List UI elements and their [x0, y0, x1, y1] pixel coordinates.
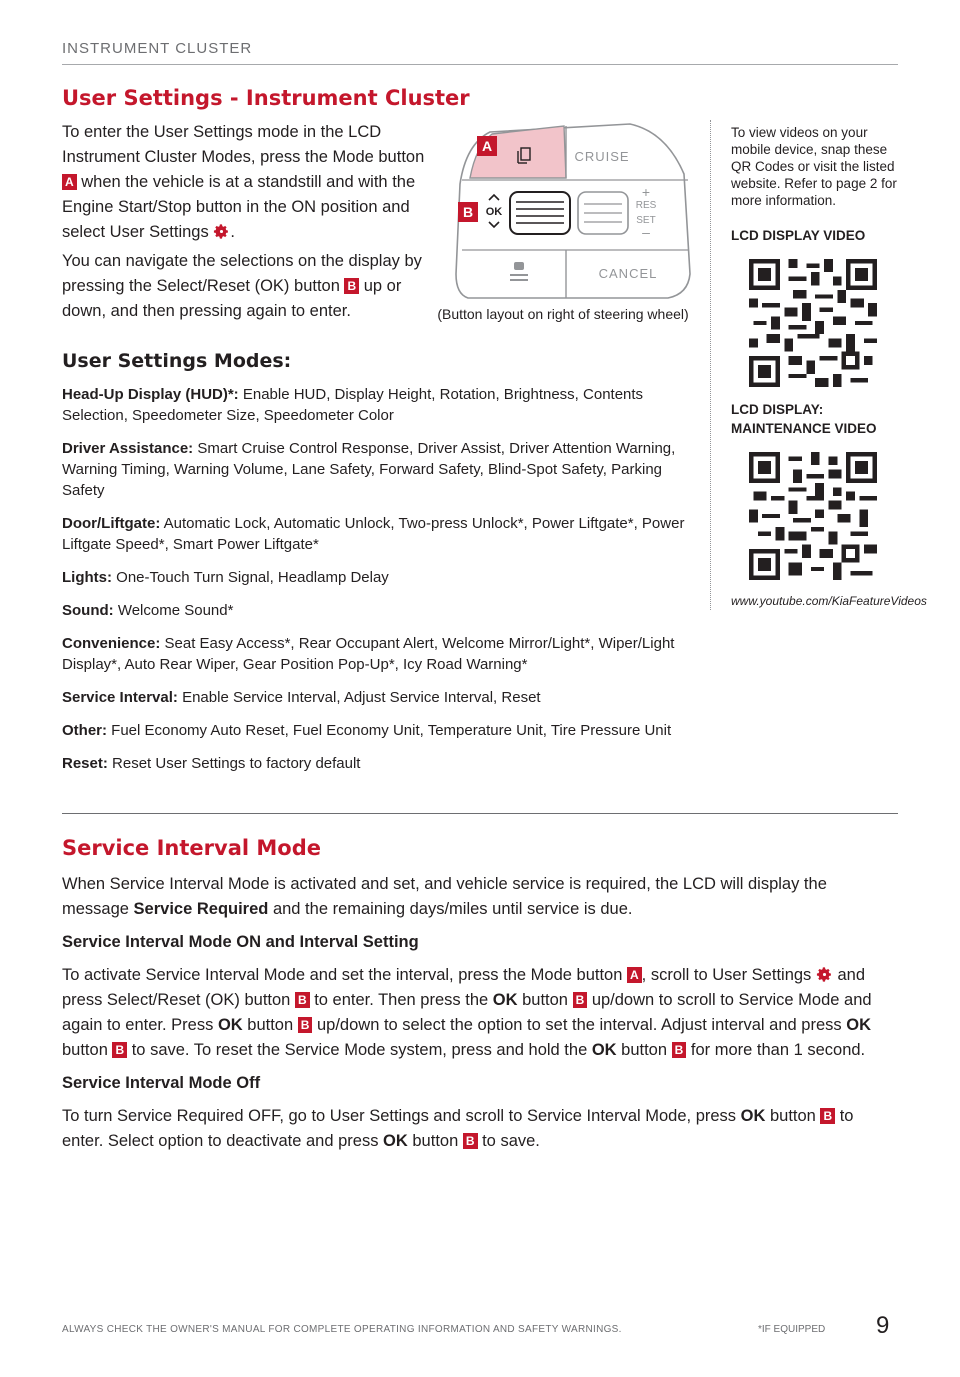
set-label: SET — [636, 215, 656, 226]
mode-text: Automatic Lock, Automatic Unlock, Two-press Unlock*, Power Liftgate*, Power Liftgate Speed*, Smart Power Liftgate* — [62, 515, 685, 553]
cruise-label: CRUISE — [574, 149, 630, 164]
list-item — [62, 687, 702, 708]
ok-text: OK — [591, 1041, 617, 1059]
badge-b: B — [463, 1133, 478, 1149]
text: button — [765, 1107, 821, 1125]
mode-text: Reset User Settings to factory default — [107, 755, 361, 772]
callout-b-label: B — [462, 204, 474, 220]
intro-text: You can navigate the selections on the display by pressing the Select/Reset (OK) button — [62, 252, 422, 295]
text: To turn Service Required OFF, go to User Settings and scroll to Service Interval Mode, press — [62, 1107, 741, 1125]
ok-text: OK — [492, 991, 518, 1009]
badge-b: B — [573, 992, 588, 1008]
list-item — [62, 600, 702, 621]
intro-text: . — [230, 223, 235, 241]
badge-a: A — [627, 967, 642, 983]
list-item — [62, 513, 702, 555]
mode-label: Lights: — [62, 569, 112, 586]
badge-b: B — [298, 1017, 313, 1033]
intro-paragraph-1 — [62, 120, 434, 245]
ok-label: OK — [485, 206, 503, 218]
intro-text: when the vehicle is at a standstill and with the Engine Start/Stop button in the ON position and select User Settings — [62, 173, 416, 241]
qr-code-maintenance-video[interactable] — [749, 452, 877, 580]
gear-icon — [816, 966, 833, 983]
service-required-text: Service Required — [133, 900, 269, 918]
text: to enter. Select option to deactivate and press — [62, 1107, 854, 1150]
mode-text: Enable Service Interval, Adjust Service Interval, Reset — [177, 689, 541, 706]
mode-text: Smart Cruise Control Response, Driver Assist, Driver Attention Warning, Warning Timing, Warning Volume, Lane Safety, Forward Safety, Blind-Spot Safety, Parking Safety — [62, 440, 676, 499]
section-divider — [62, 813, 898, 814]
text: button — [407, 1132, 463, 1150]
mode-label: Convenience: — [62, 635, 161, 652]
text: and press Select/Reset (OK) button — [62, 966, 866, 1009]
qr-code-lcd-display-video[interactable] — [749, 259, 877, 387]
gear-icon — [213, 223, 230, 240]
text: to save. To reset the Service Mode system, press and hold the — [127, 1041, 592, 1059]
text: to enter. Then press the — [309, 991, 493, 1009]
mode-label: Other: — [62, 722, 107, 739]
intro-text: up or down, and then pressing again to enter. — [62, 277, 402, 320]
sidebar-divider — [710, 120, 711, 610]
user-settings-title: User Settings - Instrument Cluster — [62, 86, 470, 110]
badge-b: B — [112, 1042, 127, 1058]
footer-warning: ALWAYS CHECK THE OWNER'S MANUAL FOR COMPLETE OPERATING INFORMATION AND SAFETY WARNINGS. — [62, 1324, 622, 1335]
ok-text: OK — [383, 1132, 408, 1150]
mode-label: Door/Liftgate: — [62, 515, 161, 532]
badge-b: B — [820, 1108, 835, 1124]
cancel-label: CANCEL — [598, 266, 658, 281]
list-item — [62, 720, 702, 741]
header-divider — [62, 64, 898, 65]
video2-label — [731, 400, 877, 438]
mode-text: Fuel Economy Auto Reset, Fuel Economy Unit, Temperature Unit, Tire Pressure Unit — [107, 722, 672, 739]
intro-paragraph-2 — [62, 249, 434, 324]
footer-if-equipped: *IF EQUIPPED — [758, 1324, 826, 1335]
text: up/down to scroll to Service Mode and again to enter. Press — [62, 991, 872, 1034]
callout-a-label: A — [481, 138, 493, 154]
user-settings-intro — [62, 120, 434, 328]
steering-wheel-buttons-diagram — [452, 114, 696, 304]
video2-label-line2: MAINTENANCE VIDEO — [731, 421, 877, 436]
mode-text: Welcome Sound* — [113, 602, 234, 619]
video-url-link[interactable]: www.youtube.com/KiaFeatureVideos — [731, 594, 927, 608]
mode-label: Service Interval: — [62, 689, 178, 706]
service-intro — [62, 872, 898, 922]
section-header: INSTRUMENT CLUSTER — [62, 40, 253, 57]
ok-text: OK — [740, 1107, 766, 1125]
minus-label: – — [642, 224, 650, 240]
modes-title: User Settings Modes: — [62, 350, 292, 372]
mode-text: Seat Easy Access*, Rear Occupant Alert, Welcome Mirror/Light*, Wiper/Light Display*, Auto Rear Wiper, Gear Position Pop-Up*, Icy Road Warning* — [62, 635, 675, 673]
service-interval-title: Service Interval Mode — [62, 836, 321, 860]
list-item — [62, 567, 702, 588]
res-label: RES — [635, 200, 657, 211]
mode-text: One-Touch Turn Signal, Headlamp Delay — [112, 569, 389, 586]
modes-list — [62, 384, 702, 786]
text: button — [242, 1016, 298, 1034]
plus-label: + — [641, 184, 651, 200]
text: To activate Service Interval Mode and set the interval, press the Mode button — [62, 966, 627, 984]
badge-b: B — [672, 1042, 687, 1058]
list-item — [62, 438, 702, 501]
text: button — [517, 991, 573, 1009]
mode-text: Enable HUD, Display Height, Rotation, Brightness, Contents Selection, Speedometer Size, Speedometer Color — [62, 386, 644, 424]
video2-label-line1: LCD DISPLAY: — [731, 402, 824, 417]
text: up/down to select the option to set the interval. Adjust interval and press — [312, 1016, 847, 1034]
list-item — [62, 753, 702, 774]
list-item — [62, 633, 702, 675]
badge-b: B — [344, 278, 359, 294]
service-off-instructions — [62, 1104, 898, 1154]
service-off-heading: Service Interval Mode Off — [62, 1074, 261, 1092]
ok-text: OK — [846, 1016, 871, 1034]
diagram-caption: (Button layout on right of steering wheel) — [437, 306, 689, 322]
text: for more than 1 second. — [686, 1041, 866, 1059]
text: , scroll to User Settings — [641, 966, 816, 984]
ok-wheel — [510, 192, 570, 234]
text: When Service Interval Mode is activated and set, and vehicle service is required, the LCD will display the message — [62, 875, 827, 918]
list-item — [62, 384, 702, 426]
badge-b: B — [295, 992, 310, 1008]
intro-text: To enter the User Settings mode in the LCD Instrument Cluster Modes, press the Mode button — [62, 123, 425, 166]
mode-label: Head-Up Display (HUD)*: — [62, 386, 239, 403]
ok-text: OK — [217, 1016, 243, 1034]
mode-label: Reset: — [62, 755, 108, 772]
text: button — [62, 1041, 113, 1059]
page-number: 9 — [876, 1312, 890, 1339]
text: button — [616, 1041, 672, 1059]
mode-label: Sound: — [62, 602, 114, 619]
badge-a: A — [62, 174, 77, 190]
text: and the remaining days/miles until service is due. — [268, 900, 633, 918]
text: to save. — [477, 1132, 540, 1150]
service-interval-body — [62, 872, 898, 1162]
video1-label: LCD DISPLAY VIDEO — [731, 228, 866, 243]
service-on-instructions — [62, 963, 898, 1063]
mode-label: Driver Assistance: — [62, 440, 194, 457]
service-on-heading: Service Interval Mode ON and Interval Setting — [62, 933, 419, 951]
sidebar-intro: To view videos on your mobile device, snap these QR Codes or visit the listed website. Refer to page 2 for more information. — [731, 125, 897, 208]
